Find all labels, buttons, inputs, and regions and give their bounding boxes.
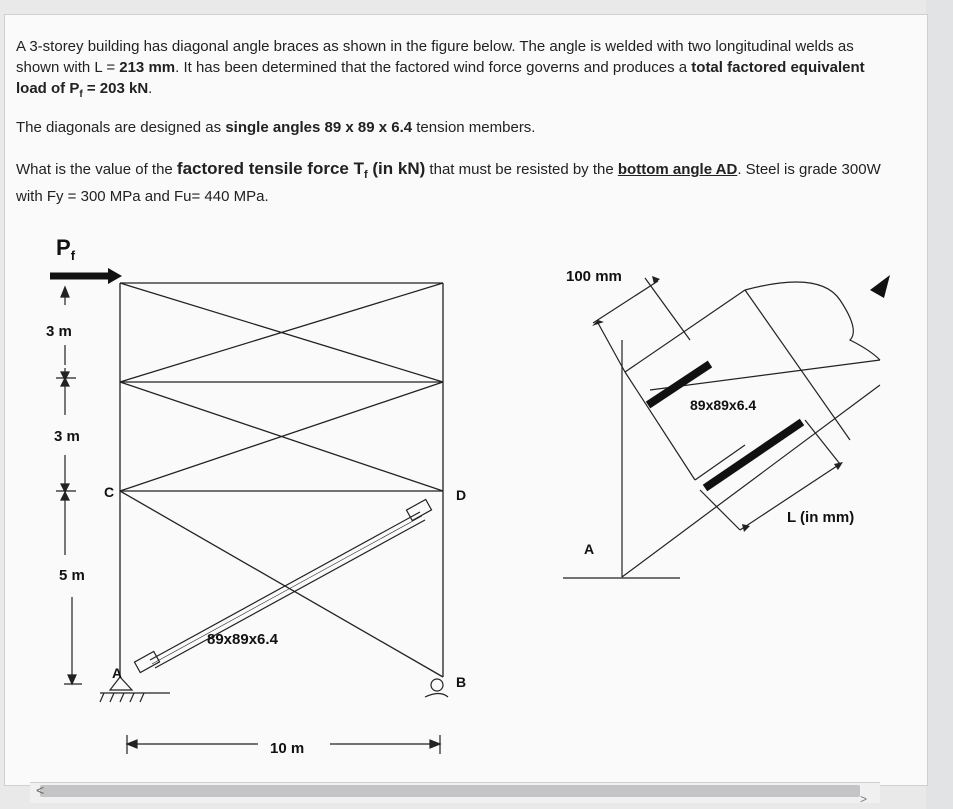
scrollbar-thumb[interactable] <box>40 785 860 797</box>
node-b: B <box>456 674 467 690</box>
node-c: C <box>104 484 115 500</box>
detail-a-label: A <box>584 541 595 557</box>
dim-10m-label: 10 m <box>270 740 305 757</box>
weld-bottom <box>705 422 802 488</box>
brace-label: 89x89x6.4 <box>207 631 278 648</box>
pf-arrowhead <box>108 268 122 284</box>
node-a: A <box>112 665 123 681</box>
section-arrow <box>870 275 890 298</box>
dim-5m: 5 m <box>59 567 85 584</box>
dim-3m-mid: 3 m <box>54 428 80 445</box>
roller-support-b <box>425 679 448 697</box>
question-paragraph-2: The diagonals are designed as single angles 89 x 89 x 6.4 tension members. <box>16 119 536 136</box>
question-paragraph-3: What is the value of the factored tensile force $T_f$ (in kN) that must be resisted by the bottom angle AD. Steel is grade 300W with Fy = 300 MPa and Fu= 440 MPa. <box>16 159 881 205</box>
detail-L-label: L (in mm) <box>787 509 855 526</box>
weld-detail <box>563 278 880 578</box>
dim-arrow-4 <box>834 462 843 470</box>
scroll-left-arrow[interactable]: < <box>36 782 45 798</box>
dim-arrow-3 <box>742 524 750 532</box>
scroll-right-arrow[interactable]: > <box>860 792 868 806</box>
detail-100mm: 100 mm <box>566 268 622 285</box>
detail-angle-label: 89x89x6.4 <box>690 397 757 413</box>
dimension-lines-left <box>56 287 82 684</box>
dim-3m-top: 3 m <box>46 323 72 340</box>
question-paragraph-1: A 3-storey building has diagonal angle braces as shown in the figure below. The angle is welded with two longitudinal welds as shown with L = 213 mm. It has been determined that the factored wind force governs and produces a total factored equivalent load of $P_f = 203$ kN. <box>16 38 865 100</box>
pin-support-a <box>100 677 170 702</box>
node-d: D <box>456 487 467 503</box>
frame <box>120 283 443 677</box>
pf-label: $P_f$ <box>56 235 76 263</box>
